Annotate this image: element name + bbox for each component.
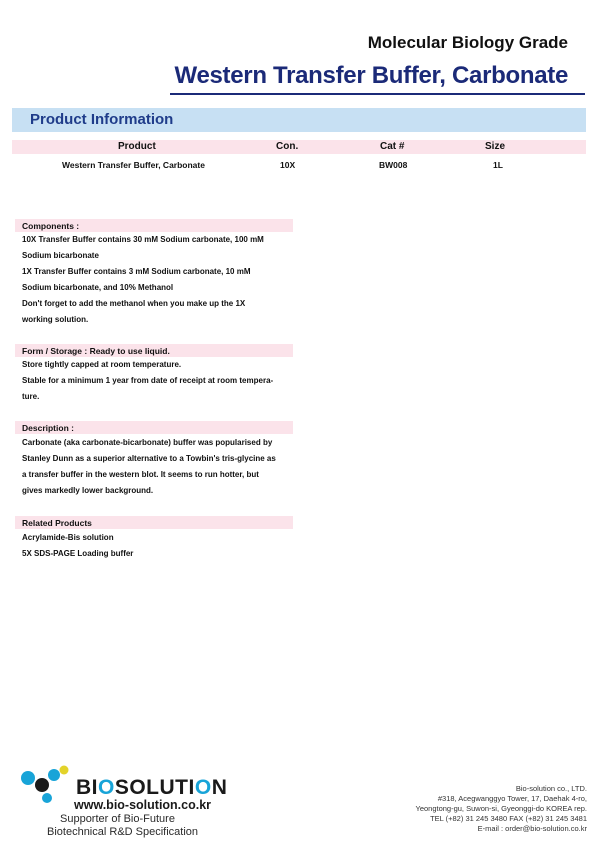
title-divider: [170, 93, 585, 95]
brand-wordmark: [76, 776, 227, 800]
email-contact[interactable]: E-mail : order@bio-solution.co.kr: [477, 824, 587, 833]
form-storage-line: Store tightly capped at room temperature.: [22, 360, 182, 369]
cell-cat: BW008: [379, 160, 408, 170]
tagline-secondary: Biotechnical R&D Specification: [47, 826, 199, 838]
related-products-list: [22, 530, 284, 562]
company-address: [416, 784, 588, 834]
description-title: Description :: [22, 423, 74, 433]
description-line: Stanley Dunn as a superior alternative to a Towbin's tris-glycine as: [22, 454, 276, 463]
brand-text: O: [98, 776, 115, 799]
form-storage-line: ture.: [22, 392, 40, 401]
form-storage-title: [22, 346, 170, 356]
description-line: a transfer buffer in the western blot. It seems to run hotter, but: [22, 470, 259, 479]
components-line: working solution.: [22, 315, 89, 324]
brand-text: BI: [76, 776, 98, 799]
address-line: #318, Acegwanggyo Tower, 17, Daehak 4-ro,: [437, 794, 587, 803]
brand-text: SOLUTI: [114, 776, 195, 799]
tagline-primary: Supporter of Bio-Future: [60, 813, 175, 825]
biosolution-logo-icon: [20, 764, 76, 808]
description-line: Carbonate (aka carbonate-bicarbonate) buffer was popularised by: [22, 438, 273, 447]
related-product-item: Acrylamide-Bis solution: [22, 533, 114, 542]
phone-fax: TEL (+82) 31 245 3480 FAX (+82) 31 245 3481: [430, 814, 587, 823]
cell-product: Western Transfer Buffer, Carbonate: [62, 160, 205, 170]
form-storage-line: Stable for a minimum 1 year from date of receipt at room tempera-: [22, 376, 274, 385]
components-line: Don't forget to add the methanol when you make up the 1X: [22, 299, 246, 308]
components-line: Sodium bicarbonate, and 10% Methanol: [22, 283, 174, 292]
description-line: gives markedly lower background.: [22, 486, 154, 495]
product-information-title: Product Information: [30, 111, 174, 128]
form-storage-value: Ready to use liquid.: [89, 346, 170, 356]
components-line: Sodium bicarbonate: [22, 251, 99, 260]
company-name: Bio-solution co., LTD.: [515, 784, 587, 793]
grade-label: Molecular Biology Grade: [367, 33, 568, 52]
related-products-title: Related Products: [22, 518, 92, 528]
components-title: Components :: [22, 221, 80, 231]
product-title: Western Transfer Buffer, Carbonate: [174, 62, 568, 89]
cell-size: 1L: [493, 160, 503, 170]
description-text: [22, 435, 284, 499]
related-product-item: 5X SDS-PAGE Loading buffer: [22, 549, 134, 558]
col-header-product: Product: [118, 141, 156, 152]
col-header-size: Size: [485, 141, 506, 152]
components-text: [22, 232, 284, 328]
brand-text: O: [194, 776, 212, 799]
brand-text: N: [211, 776, 228, 799]
col-header-cat: Cat #: [380, 141, 405, 152]
form-storage-label: Form / Storage :: [22, 346, 88, 356]
components-line: 10X Transfer Buffer contains 30 mM Sodium carbonate, 100 mM: [22, 235, 264, 244]
cell-con: 10X: [280, 160, 296, 170]
address-line: Yeongtong-gu, Suwon-si, Gyeonggi-do KOREA rep.: [415, 804, 587, 813]
col-header-con: Con.: [276, 141, 299, 152]
website-link[interactable]: www.bio-solution.co.kr: [74, 798, 212, 812]
components-line: 1X Transfer Buffer contains 3 mM Sodium carbonate, 10 mM: [22, 267, 251, 276]
form-storage-text: [22, 357, 284, 405]
